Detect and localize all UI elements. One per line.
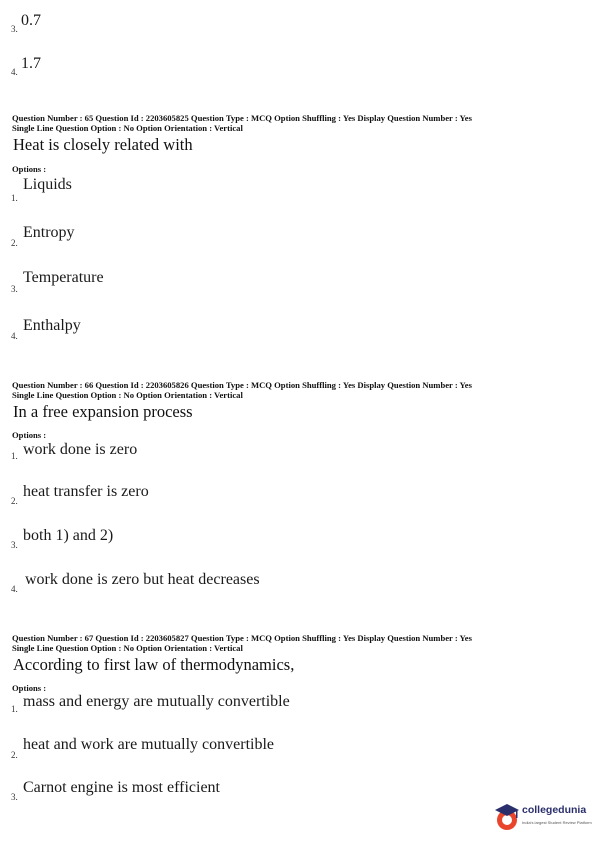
option-text: Carnot engine is most efficient xyxy=(23,779,220,796)
options-label: Options : xyxy=(12,164,47,174)
logo-tagline: India's largest Student Review Platform xyxy=(522,820,592,825)
option-number: 3. xyxy=(11,24,18,34)
question-meta: Question Number : 67 Question Id : 2203605827 Question Type : MCQ Option Shuffling : Yes Display Question Number : Yes Single Line Question Option : No Option Orientation : Vertical xyxy=(12,633,472,653)
option-number: 1. xyxy=(11,193,18,203)
question-text: In a free expansion process xyxy=(13,402,193,421)
option-text: Enthalpy xyxy=(23,317,81,334)
options-label: Options : xyxy=(12,683,47,693)
option-number: 4. xyxy=(11,584,18,594)
option-number: 1. xyxy=(11,451,18,461)
option-text: mass and energy are mutually convertible xyxy=(23,693,290,710)
logo-wordmark: collegedunia xyxy=(522,804,587,816)
option-text: Temperature xyxy=(23,269,104,286)
option-text: 0.7 xyxy=(21,12,41,29)
question-text: Heat is closely related with xyxy=(13,135,193,154)
option-number: 3. xyxy=(11,540,18,550)
option-text: heat transfer is zero xyxy=(23,483,149,500)
option-text: work done is zero but heat decreases xyxy=(25,571,260,588)
option-text: 1.7 xyxy=(21,55,41,72)
question-meta: Question Number : 66 Question Id : 2203605826 Question Type : MCQ Option Shuffling : Yes Display Question Number : Yes Single Line Question Option : No Option Orientation : Vertical xyxy=(12,380,472,400)
graduation-cap-icon xyxy=(494,802,520,832)
options-label: Options : xyxy=(12,430,47,440)
question-meta: Question Number : 65 Question Id : 2203605825 Question Type : MCQ Option Shuffling : Yes Display Question Number : Yes Single Line Question Option : No Option Orientation : Vertical xyxy=(12,113,472,133)
option-text: Entropy xyxy=(23,224,75,241)
option-text: both 1) and 2) xyxy=(23,527,114,544)
option-number: 1. xyxy=(11,704,18,714)
option-number: 2. xyxy=(11,238,18,248)
option-number: 4. xyxy=(11,331,18,341)
option-number: 3. xyxy=(11,792,18,802)
option-text: heat and work are mutually convertible xyxy=(23,736,275,753)
question-text: According to first law of thermodynamics, xyxy=(13,655,295,674)
option-number: 3. xyxy=(11,284,18,294)
option-text: Liquids xyxy=(23,176,72,193)
collegedunia-logo xyxy=(494,800,592,836)
option-number: 2. xyxy=(11,496,18,506)
option-number: 2. xyxy=(11,750,18,760)
option-number: 4. xyxy=(11,67,18,77)
option-text: work done is zero xyxy=(23,441,138,458)
